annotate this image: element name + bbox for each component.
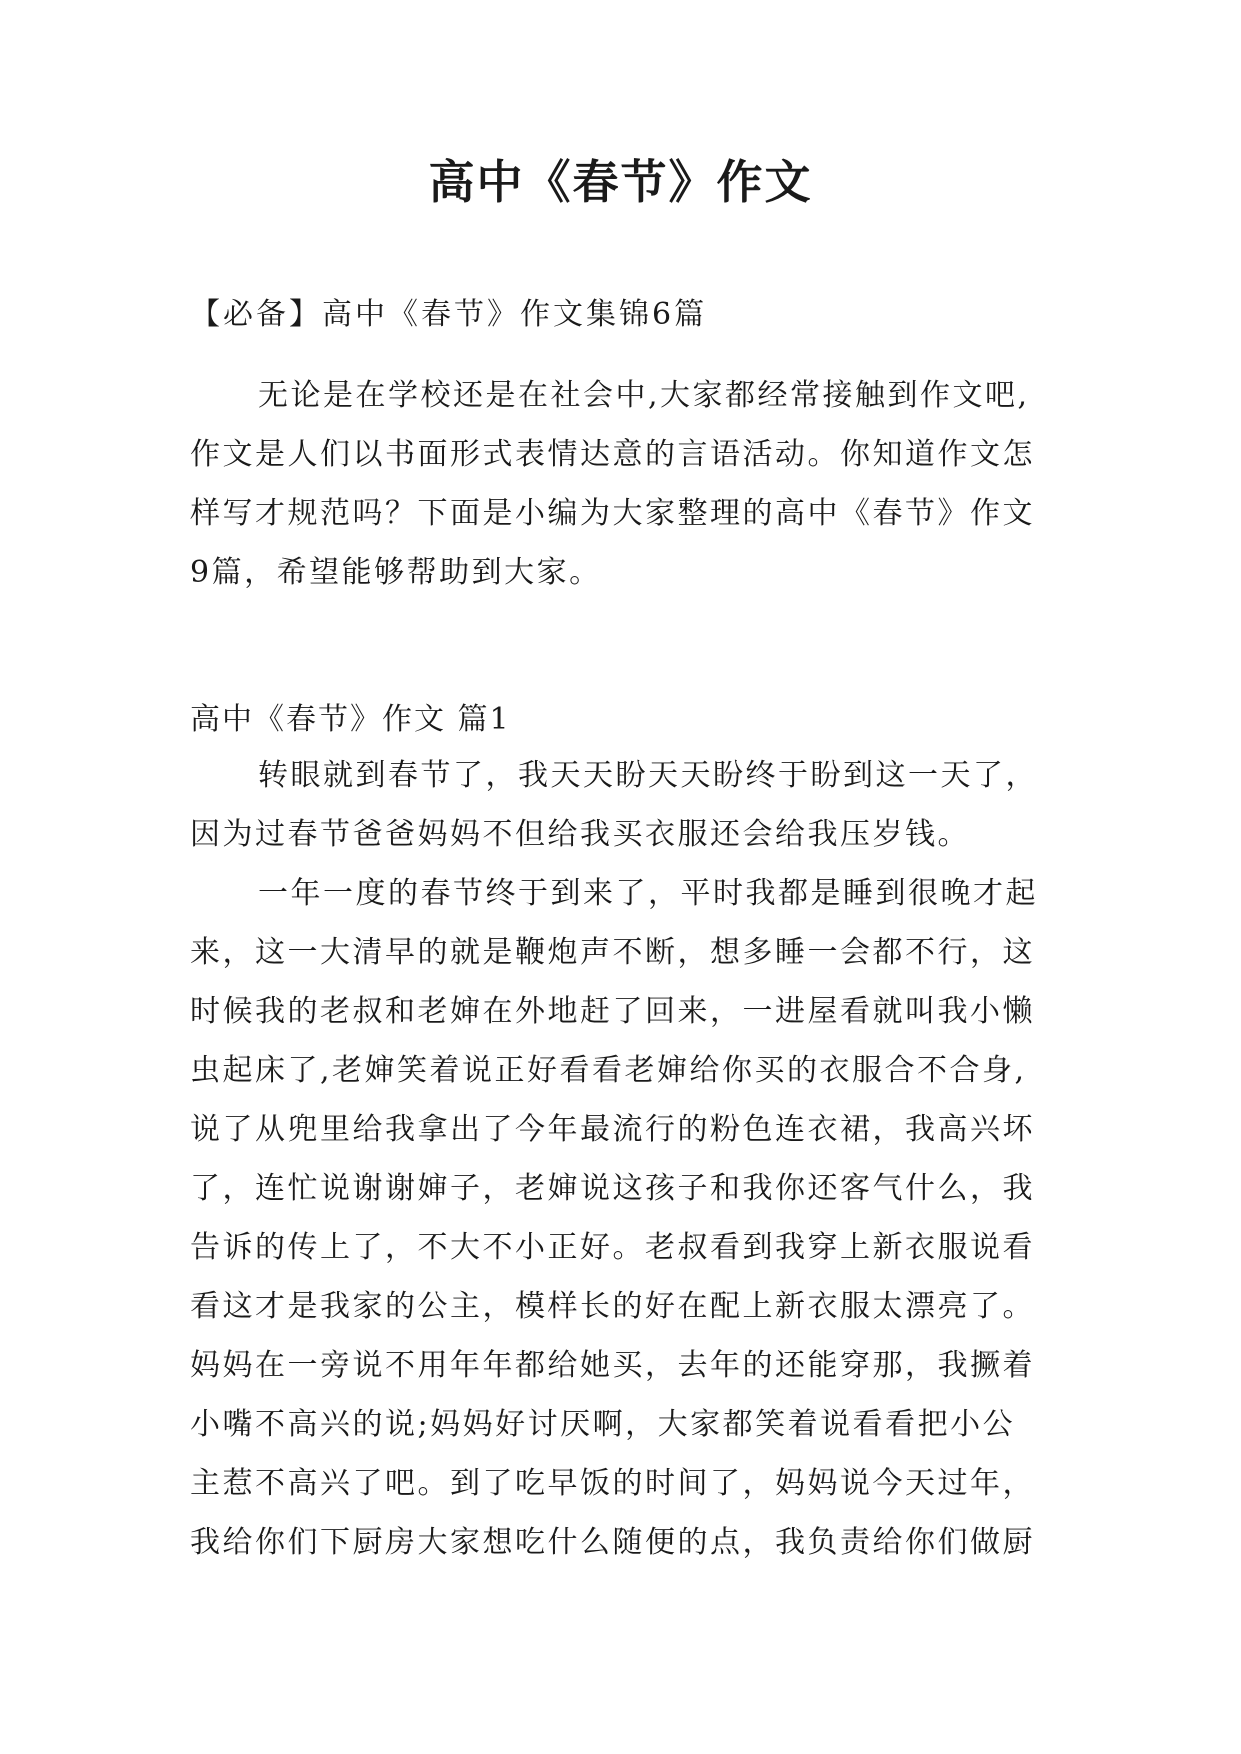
paragraph-line: 来，这一大清早的就是鞭炮声不断，想多睡一会都不行，这 [190, 935, 1035, 970]
section-heading: 高中《春节》作文 篇1 [190, 702, 511, 737]
paragraph-line: 妈妈在一旁说不用年年都给她买，去年的还能穿那，我撅着 [190, 1348, 1035, 1383]
paragraph-line: 说了从兜里给我拿出了今年最流行的粉色连衣裙，我高兴坏 [190, 1112, 1035, 1147]
paragraph-line: 小嘴不高兴的说;妈妈好讨厌啊，大家都笑着说看看把小公 [190, 1407, 1016, 1442]
intro-line: 无论是在学校还是在社会中,大家都经常接触到作文吧, [258, 378, 1030, 413]
paragraph-line: 告诉的传上了，不大不小正好。老叔看到我穿上新衣服说看 [190, 1230, 1035, 1265]
paragraph-1 [190, 746, 1070, 864]
paragraph-line: 主惹不高兴了吧。到了吃早饭的时间了，妈妈说今天过年， [190, 1466, 1035, 1501]
paragraph-line: 转眼就到春节了，我天天盼天天盼终于盼到这一天了， [258, 758, 1038, 793]
intro-line: 作文是人们以书面形式表情达意的言语活动。你知道作文怎 [190, 437, 1035, 472]
paragraph-line: 看这才是我家的公主，模样长的好在配上新衣服太漂亮了。 [190, 1289, 1035, 1324]
intro-line: 9篇，希望能够帮助到大家。 [190, 555, 602, 590]
paragraph-line: 时候我的老叔和老婶在外地赶了回来，一进屋看就叫我小懒 [190, 994, 1035, 1029]
intro-paragraph [190, 366, 1070, 602]
document-title: 高中《春节》作文 [428, 155, 813, 209]
document-subtitle: 【必备】高中《春节》作文集锦6篇 [190, 297, 708, 332]
paragraph-line: 一年一度的春节终于到来了，平时我都是睡到很晚才起 [258, 876, 1038, 911]
paragraph-line: 因为过春节爸爸妈妈不但给我买衣服还会给我压岁钱。 [190, 817, 970, 852]
paragraph-line: 了，连忙说谢谢婶子，老婶说这孩子和我你还客气什么，我 [190, 1171, 1035, 1206]
paragraph-2 [190, 864, 1070, 1572]
paragraph-line: 我给你们下厨房大家想吃什么随便的点，我负责给你们做厨 [190, 1525, 1035, 1560]
paragraph-line: 虫起床了,老婶笑着说正好看看老婶给你买的衣服合不合身, [190, 1053, 1027, 1088]
intro-line: 样写才规范吗？下面是小编为大家整理的高中《春节》作文 [190, 496, 1035, 531]
